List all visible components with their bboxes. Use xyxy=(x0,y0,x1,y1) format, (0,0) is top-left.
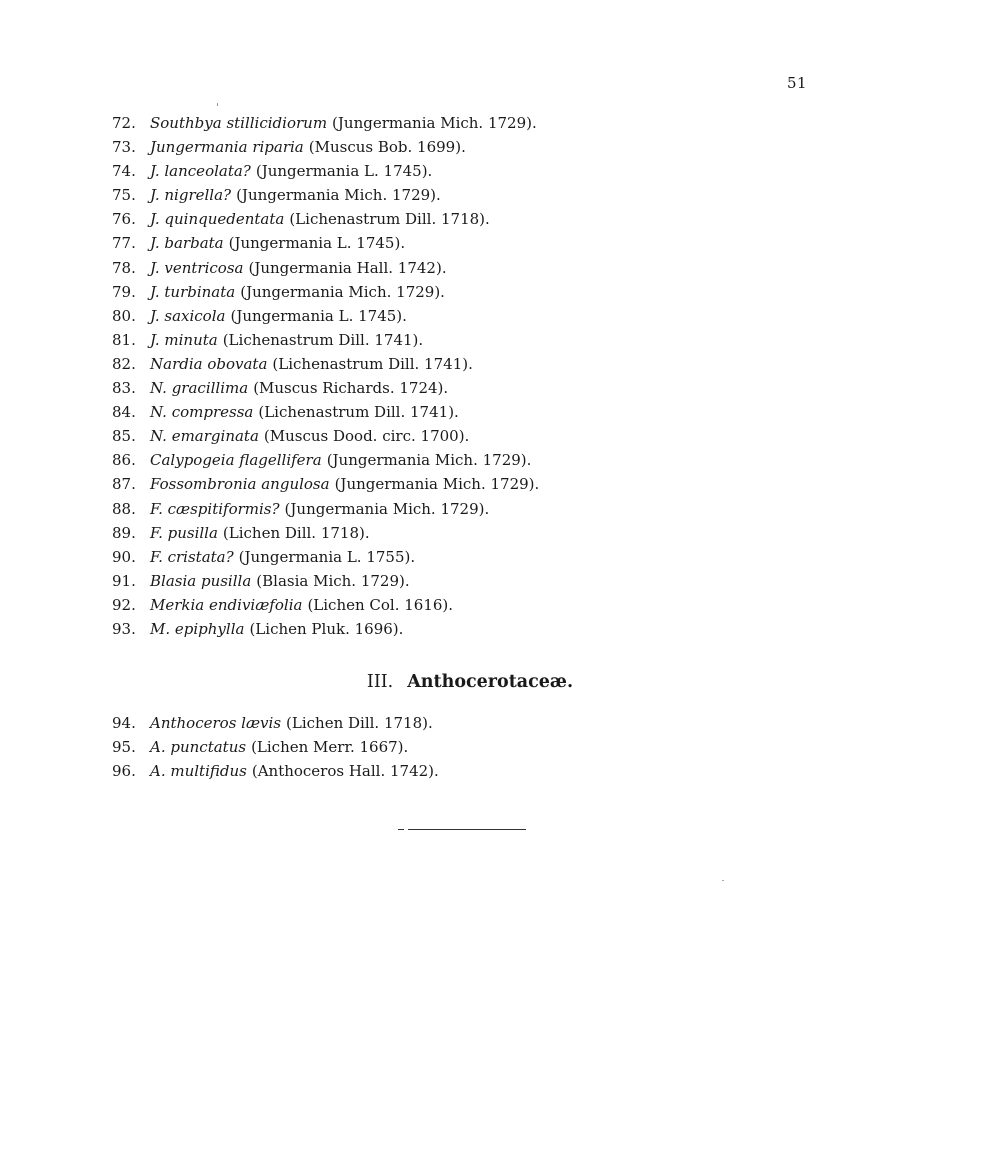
species-name: Anthoceros lævis xyxy=(150,714,282,732)
entry-number: 72. xyxy=(112,114,136,132)
species-name: J. barbata xyxy=(150,234,224,253)
entry-number: 94. xyxy=(112,714,136,732)
historical-reference: (Lichenastrum Dill. 1741). xyxy=(258,403,459,422)
species-name: F. pusilla xyxy=(150,523,218,542)
list-item xyxy=(112,231,812,255)
historical-reference: (Jungermania L. 1745). xyxy=(255,162,433,181)
list-item xyxy=(112,352,812,376)
historical-reference: (Jungermania Mich. 1729). xyxy=(326,451,532,470)
species-name: J. turbinata xyxy=(150,282,236,301)
historical-reference: (Lichen Dill. 1718). xyxy=(286,714,433,732)
species-name: J. saxicola xyxy=(150,306,226,325)
historical-reference: (Lichen Col. 1616). xyxy=(307,595,454,614)
list-item xyxy=(112,207,812,231)
entry-number: 96. xyxy=(112,762,136,781)
historical-reference: (Lichenastrum Dill. 1741). xyxy=(272,354,473,373)
species-name: Jungermania riparia xyxy=(150,138,304,157)
entry-number: 74. xyxy=(112,162,136,181)
historical-reference: (Jungermania Mich. 1729). xyxy=(334,475,540,494)
section-heading xyxy=(0,672,940,692)
historical-reference: (Jungermania Mich. 1729). xyxy=(236,186,441,205)
species-name: Fossombronia angulosa xyxy=(150,475,330,494)
page-number: 51 xyxy=(787,74,808,92)
historical-reference: (Jungermania Mich. 1729). xyxy=(240,282,445,301)
historical-reference: (Lichenastrum Dill. 1718). xyxy=(289,210,490,229)
list-item xyxy=(112,280,812,304)
list-item xyxy=(112,759,812,783)
species-name: N. emarginata xyxy=(150,427,259,446)
list-item xyxy=(112,183,812,207)
species-name: Southbya stillicidiorum xyxy=(150,114,328,132)
list-item xyxy=(112,569,812,593)
list-item xyxy=(112,472,812,496)
historical-reference: (Anthoceros Hall. 1742). xyxy=(251,762,439,781)
species-name: M. epiphylla xyxy=(150,619,245,638)
historical-reference: (Muscus Richards. 1724). xyxy=(253,379,449,398)
list-item xyxy=(112,545,812,569)
entry-number: 73. xyxy=(112,138,136,157)
scan-speck xyxy=(722,880,724,881)
list-item xyxy=(112,424,812,448)
historical-reference: (Jungermania L. 1745). xyxy=(228,234,406,253)
species-list-jungermanniaceae xyxy=(112,111,812,641)
historical-reference: (Lichenastrum Dill. 1741). xyxy=(222,330,424,349)
list-item xyxy=(112,328,812,352)
list-item xyxy=(112,497,812,521)
species-name: F. cristata? xyxy=(150,547,234,566)
entry-number: 79. xyxy=(112,282,136,301)
entry-number: 82. xyxy=(112,354,136,373)
entry-number: 88. xyxy=(112,499,136,518)
list-item xyxy=(112,376,812,400)
list-item xyxy=(112,735,812,759)
species-name: Nardia obovata xyxy=(150,354,268,373)
historical-reference: (Blasia Mich. 1729). xyxy=(256,571,410,590)
entry-number: 95. xyxy=(112,738,136,757)
species-name: A. multifidus xyxy=(150,762,247,781)
historical-reference: (Jungermania L. 1755). xyxy=(238,547,416,566)
section-numeral: III. xyxy=(366,672,394,692)
historical-reference: (Lichen Pluk. 1696). xyxy=(249,619,404,638)
entry-number: 87. xyxy=(112,475,136,494)
end-rule xyxy=(408,829,526,830)
historical-reference: (Jungermania Mich. 1729). xyxy=(284,499,490,518)
entry-number: 77. xyxy=(112,234,136,253)
list-item xyxy=(112,448,812,472)
species-name: J. quinquedentata xyxy=(150,210,285,229)
species-list-anthocerotaceae xyxy=(112,711,812,783)
entry-number: 84. xyxy=(112,403,136,422)
historical-reference: (Jungermania Hall. 1742). xyxy=(248,258,447,277)
historical-reference: (Jungermania L. 1745). xyxy=(230,306,407,325)
entry-number: 92. xyxy=(112,595,136,614)
historical-reference: (Muscus Bob. 1699). xyxy=(308,138,466,157)
entry-number: 90. xyxy=(112,547,136,566)
historical-reference: (Muscus Dood. circ. 1700). xyxy=(263,427,470,446)
entry-number: 78. xyxy=(112,258,136,277)
entry-number: 85. xyxy=(112,427,136,446)
species-name: Merkia endiviæfolia xyxy=(150,595,303,614)
species-name: J. ventricosa xyxy=(150,258,244,277)
species-name: J. nigrella? xyxy=(150,186,232,205)
species-name: J. lanceolata? xyxy=(150,162,251,181)
species-name: N. compressa xyxy=(150,403,254,422)
entry-number: 91. xyxy=(112,571,136,590)
entry-number: 81. xyxy=(112,330,136,349)
historical-reference: (Jungermania Mich. 1729). xyxy=(332,114,537,132)
list-item xyxy=(112,521,812,545)
entry-number: 80. xyxy=(112,306,136,325)
list-item xyxy=(112,159,812,183)
list-item xyxy=(112,256,812,280)
species-name: J. minuta xyxy=(150,330,218,349)
entry-number: 89. xyxy=(112,523,136,542)
section-title-text: Anthocerotaceæ. xyxy=(407,672,574,692)
list-item xyxy=(112,593,812,617)
species-name: Blasia pusilla xyxy=(150,571,252,590)
list-item xyxy=(112,711,812,735)
entry-number: 75. xyxy=(112,186,136,205)
list-item xyxy=(112,617,812,641)
scan-speck xyxy=(217,103,218,106)
historical-reference: (Lichen Merr. 1667). xyxy=(251,738,409,757)
species-name: Calypogeia flagellifera xyxy=(150,451,322,470)
species-name: F. cæspitiformis? xyxy=(150,499,280,518)
end-rule-dash xyxy=(398,829,404,830)
species-name: A. punctatus xyxy=(150,738,247,757)
entry-number: 86. xyxy=(112,451,136,470)
species-name: N. gracillima xyxy=(150,379,249,398)
historical-reference: (Lichen Dill. 1718). xyxy=(222,523,370,542)
list-item xyxy=(112,111,812,135)
entry-number: 76. xyxy=(112,210,136,229)
entry-number: 83. xyxy=(112,379,136,398)
list-item xyxy=(112,304,812,328)
entry-number: 93. xyxy=(112,619,136,638)
list-item xyxy=(112,400,812,424)
list-item xyxy=(112,135,812,159)
